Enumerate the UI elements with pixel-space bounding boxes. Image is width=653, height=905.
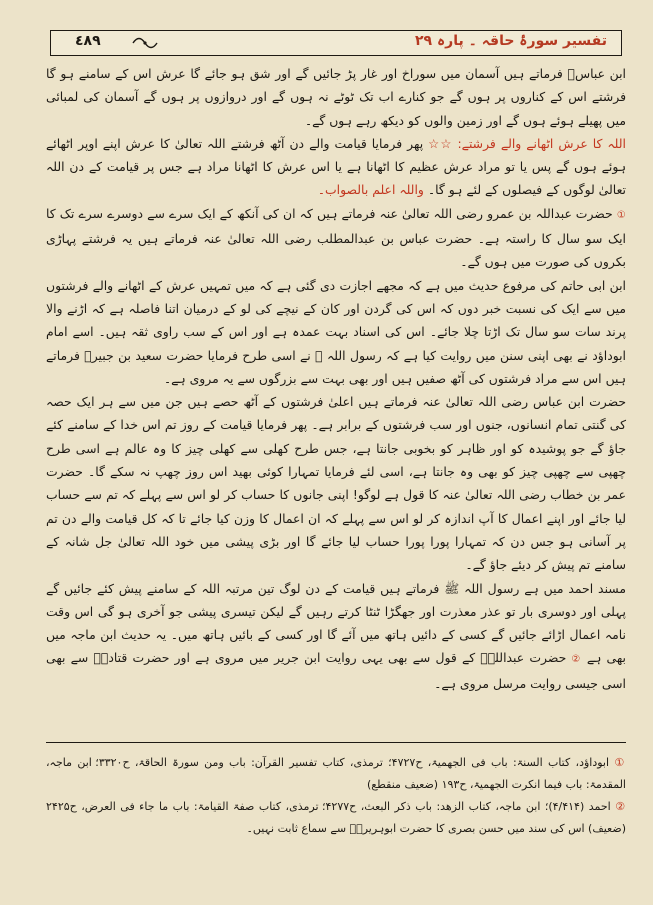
footnote-2-text: احمد (۴/۴۱۴)؛ ابن ماجہ، کتاب الزھد: باب ذکر البعث، ح۴۲۷۷؛ ترمذی، کتاب صفۃ القیامۃ: باب ما جاء فی العرض، ح۲۴۲۵ (ضعیف) اس کی سند میں حسن بصری کا حضرت ابوہریرہؓ سے سماع ثابت نہیں۔: [46, 800, 626, 835]
paragraph-2-closing: واللہ اعلم بالصواب۔: [317, 182, 424, 198]
footnote-2: [46, 796, 626, 840]
footnote-1-text: ابوداؤد، کتاب السنۃ: باب فی الجھمیۃ، ح۴۷۲۷؛ ترمذی، کتاب تفسیر القرآن: باب ومن سورۃ الحاقۃ، ح۳۳۲۰؛ ابن ماجہ، المقدمۃ: باب فیما انکرت الجھمیۃ، ح۱۹۳ (ضعیف منقطع): [46, 756, 626, 791]
footnote-divider: [46, 742, 626, 743]
paragraph-6: [46, 577, 626, 695]
paragraph-4: ابن ابی حاتم کی مرفوع حدیث میں ہے کہ مجھے اجازت دی گئی ہے کہ میں تمہیں عرش کے اٹھانے والے فرشتوں میں سے ایک کی نسبت خبر دوں کہ اس کی گردن اور کان کے نیچے کی لو کے درمیان اتنا فاصلہ ہے کہ اڑنے والا پرند سات سو سال تک اڑتا چلا جائے۔ اس کی اسناد بہت عمدہ ہے اور اس کے سب راوی ثقہ ہیں۔ اسے امام ابوداؤد نے بھی اپنی سنن میں روایت کیا ہے کہ رسول اللہ ﷺ نے اسی طرح فرمایا حضرت سعید بن جبیرؒ فرماتے ہیں اس سے مراد فرشتوں کی آٹھ صفیں ہیں اور بھی بہت سے بزرگوں سے یہ مروی ہے۔: [46, 277, 626, 386]
paragraph-2-text: پھر فرمایا قیامت والے دن آٹھ فرشتے اللہ تعالیٰ کا عرش اپنے اوپر اٹھائے ہوئے ہوں گے پس یا تو مراد عرش عظیم کا اٹھانا ہے یا اس عرش کا اٹھانا مراد ہے جس پر قیامت کے دن اللہ تعالیٰ لوگوں کے فیصلوں کے لئے ہو گا۔: [46, 135, 626, 198]
footnote-1-mark: ①: [614, 756, 626, 769]
main-text: [46, 62, 626, 695]
page-number: ٤٨٩: [75, 33, 101, 49]
footnote-1: [46, 752, 626, 796]
paragraph-1: ابن عباسؓ فرماتے ہیں آسمان میں سوراخ اور غار پڑ جائیں گے اور شق ہو جائے گا عرش اس کے سامنے ہو گا فرشتے اس کے کناروں پر ہوں گے جو کنارے اب تک ٹوٹے نہ ہوں گے اور دروازوں پر ہوں گے آسمان کی لمبائی میں پھیلے ہوئے ہوں گے اور زمین والوں کو دیکھ رہے ہوں گے۔: [46, 66, 626, 128]
ornament-icon: [131, 37, 159, 49]
footnote-2-mark: ②: [615, 800, 627, 813]
paragraph-6-text: مسند احمد میں ہے رسول اللہ ﷺ فرماتے ہیں قیامت کے دن لوگ تین مرتبہ اللہ کے سامنے پیش کئے جائیں گے پہلی اور دوسری بار تو عذر معذرت اور جھگڑا ٹنٹا کرتے رہیں گے لیکن تیسری پیشی جو آخری ہو گی اس وقت نامہ اعمال اڑائے جائیں گے کسی کے دائیں ہاتھ میں آئے گا اور کسی کے بائیں ہاتھ میں۔ یہ حدیث ابن ماجہ میں بھی ہے: [46, 580, 626, 666]
footnote-ref-2: ②: [571, 654, 582, 666]
section-heading: اللہ کا عرش اٹھانے والے فرشتے: ☆☆: [428, 135, 626, 151]
footnotes: [46, 752, 626, 840]
footnote-ref-1: ①: [616, 209, 626, 221]
paragraph-2: [46, 132, 626, 202]
paragraph-3: [46, 202, 626, 274]
paragraph-5: حضرت ابن عباس رضی اللہ تعالیٰ عنہ فرماتے ہیں اعلیٰ فرشتوں کے آٹھ حصے ہیں جن میں سے ہر ایک حصہ کی گنتی تمام انسانوں، جنوں اور سب فرشتوں کے برابر ہے۔ پھر فرمایا قیامت کے روز تم اس خدا کے سامنے کئے جاؤ گے جو پوشیدہ کو اور ظاہر کو بخوبی جانتا ہے، جس طرح کھلی سے کھلی چیز کا وہ عالم ہے اسی طرح چھپی سے چھپی چیز کو بھی وہ جانتا ہے، اسی لئے فرمایا تمہارا کوئی بھید اس روز چھپ نہ سکے گا۔ حضرت عمر بن خطاب رضی اللہ تعالیٰ عنہ کا قول ہے لوگو! اپنی جانوں کا حساب کر لو اس سے پہلے کہ تم سے حساب لیا جائے اور اپنے اعمال کا آپ اندازہ کر لو اس سے پہلے کہ ان اعمال کا وزن کیا جائے تا کہ کل قیامت والے دن تم پر آسانی ہو جس دن کہ تمہارا پورا پورا حساب لیا جائے گا اور بڑی پیشی میں خود اللہ تعالیٰ جل شانہ کے سامنے تم پیش کر دیئے جاؤ گے۔: [46, 394, 626, 573]
paragraph-6-closing: حضرت عبداللہؓ کے قول سے بھی یہی روایت ابن جریر میں مروی ہے اور حضرت قتادہؒ سے بھی اسی جیسی روایت مرسل مروی ہے۔: [46, 650, 626, 691]
page-header: [50, 30, 622, 56]
paragraph-3-text: حضرت عبداللہ بن عمرو رضی اللہ تعالیٰ عنہ فرماتے ہیں کہ ان کی آنکھ کے ایک سرے سے دوسرے سرے تک کا ایک سو سال کا راستہ ہے۔ حضرت عباس بن عبدالمطلب رضی اللہ تعالیٰ عنہ فرماتے ہیں یہ فرشتے پہاڑی بکروں کی صورت میں ہوں گے۔: [46, 205, 626, 270]
page-title: تفسیر سورۂ حاقہ ۔ پارہ ۲۹: [415, 33, 607, 49]
